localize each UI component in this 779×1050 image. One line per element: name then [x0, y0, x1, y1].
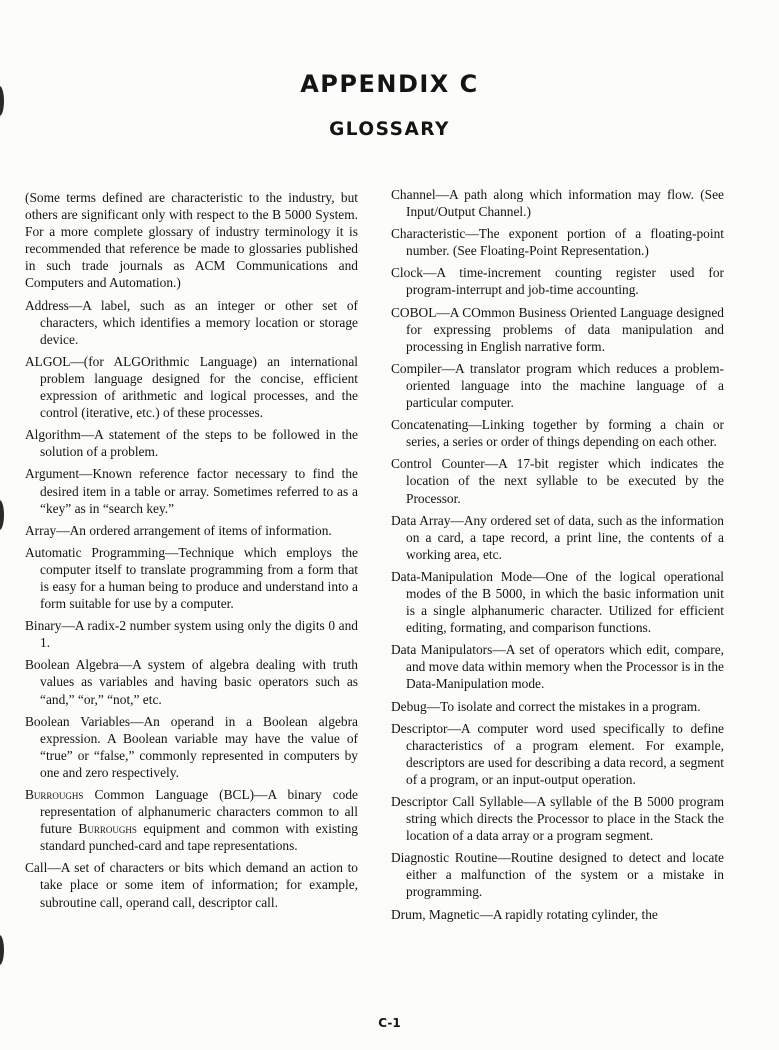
glossary-entry: Control Counter—A 17-bit register which indicates the location of the next syllable to be executed by the Processor. [391, 456, 724, 506]
glossary-entry: Drum, Magnetic—A rapidly rotating cylinder, the [391, 906, 658, 922]
glossary-entry: Descriptor—A computer word used specifically to define characteristics of a program element. For example, descriptors are used for describing a data record, a segment of a program, or an input-output operation. [391, 720, 724, 787]
bcl-text: Common Language (BCL)—A binary code representation of alphanumeric characters common to all future [40, 787, 358, 837]
left-column [25, 189, 358, 916]
glossary-entry: Diagnostic Routine—Routine designed to detect and locate either a malfunction of the system or a mistake in programming. [391, 850, 724, 900]
bcl-text: equipment and common with existing standard punched-card and tape representations. [40, 821, 358, 854]
glossary-entry: Argument—Known reference factor necessary to find the desired item in a table or array. Sometimes referred to as a “key” as in “search key.” [25, 466, 358, 516]
glossary-entry: Descriptor Call Syllable—A syllable of the B 5000 program string which directs the Processor to place in the Stack the location of a data array or a program segment. [391, 794, 724, 844]
glossary-entry: Data Manipulators—A set of operators which edit, compare, and move data within memory when the Processor is in the Data-Manipulation mode. [391, 642, 724, 692]
glossary-title: GLOSSARY [329, 119, 450, 140]
page-number: C-1 [378, 1016, 401, 1030]
binder-hole [0, 935, 4, 965]
glossary-entry: Boolean Variables—An operand in a Boolean algebra expression. A Boolean variable may have the value of “true” or “false,” commonly represented in computers by one and zero respectively. [25, 713, 358, 780]
glossary-entry: COBOL—A COmmon Business Oriented Language designed for expressing problems of data manipulation and processing in English narrative form. [391, 304, 724, 354]
burroughs-word: Burroughs [25, 787, 84, 802]
glossary-entry: Array—An ordered arrangement of items of information. [25, 522, 332, 538]
binder-hole [0, 500, 4, 530]
glossary-entry-bcl [25, 786, 358, 854]
glossary-entry: Debug—To isolate and correct the mistakes in a program. [391, 698, 701, 714]
glossary-entry: Automatic Programming—Technique which employs the computer itself to translate programming from a form that is easy for a human being to produce and understand into a form suitable for use by a computer. [25, 544, 358, 612]
burroughs-word: Burroughs [78, 821, 137, 837]
glossary-entry: Concatenating—Linking together by forming a chain or series, a series or order of things depending on each other. [391, 417, 724, 450]
glossary-entry: Characteristic—The exponent portion of a floating-point number. (See Floating-Point Representation.) [391, 226, 724, 259]
glossary-entry: Boolean Algebra—A system of algebra dealing with truth values as variables and having basic operators such as “and,” “or,” “not,” etc. [25, 657, 358, 707]
glossary-entry: Call—A set of characters or bits which demand an action to take place or some item of information; for example, subroutine call, operand call, descriptor call. [25, 860, 358, 910]
glossary-entry: ALGOL—(for ALGOrithmic Language) an international problem language designed for the concise, efficient expression of arithmetic and logical processes, and the control (iterative, etc.) of these processes. [25, 353, 358, 421]
intro-paragraph: (Some terms defined are characteristic to the industry, but others are significant only with respect to the B 5000 System. For a more complete glossary of industry terminology it is recommended that reference be made to glossaries published in such trade journals as ACM Communications and Computers and Automation.) [25, 190, 358, 291]
glossary-entry: Data Array—Any ordered set of data, such as the information on a card, a tape record, a print line, the contents of a working area, etc. [391, 512, 724, 562]
glossary-entry: Address—A label, such as an integer or other set of characters, which identifies a memory location or storage device. [25, 297, 358, 347]
right-column [391, 186, 724, 928]
glossary-entry: Binary—A radix-2 number system using only the digits 0 and 1. [25, 618, 358, 651]
glossary-entry: Clock—A time-increment counting register used for program-interrupt and job-time accounting. [391, 265, 724, 298]
glossary-entry: Algorithm—A statement of the steps to be followed in the solution of a problem. [25, 427, 358, 460]
glossary-entry: Compiler—A translator program which reduces a problem-oriented language into the machine language of a particular computer. [391, 360, 724, 411]
appendix-heading: APPENDIX C [300, 70, 479, 98]
glossary-entry: Channel—A path along which information may flow. (See Input/Output Channel.) [391, 187, 724, 220]
glossary-entry: Data-Manipulation Mode—One of the logical operational modes of the B 5000, in which the basic information unit is a single alphanumeric character. Utilized for efficient editing, formating, and comparison functions. [391, 568, 724, 636]
